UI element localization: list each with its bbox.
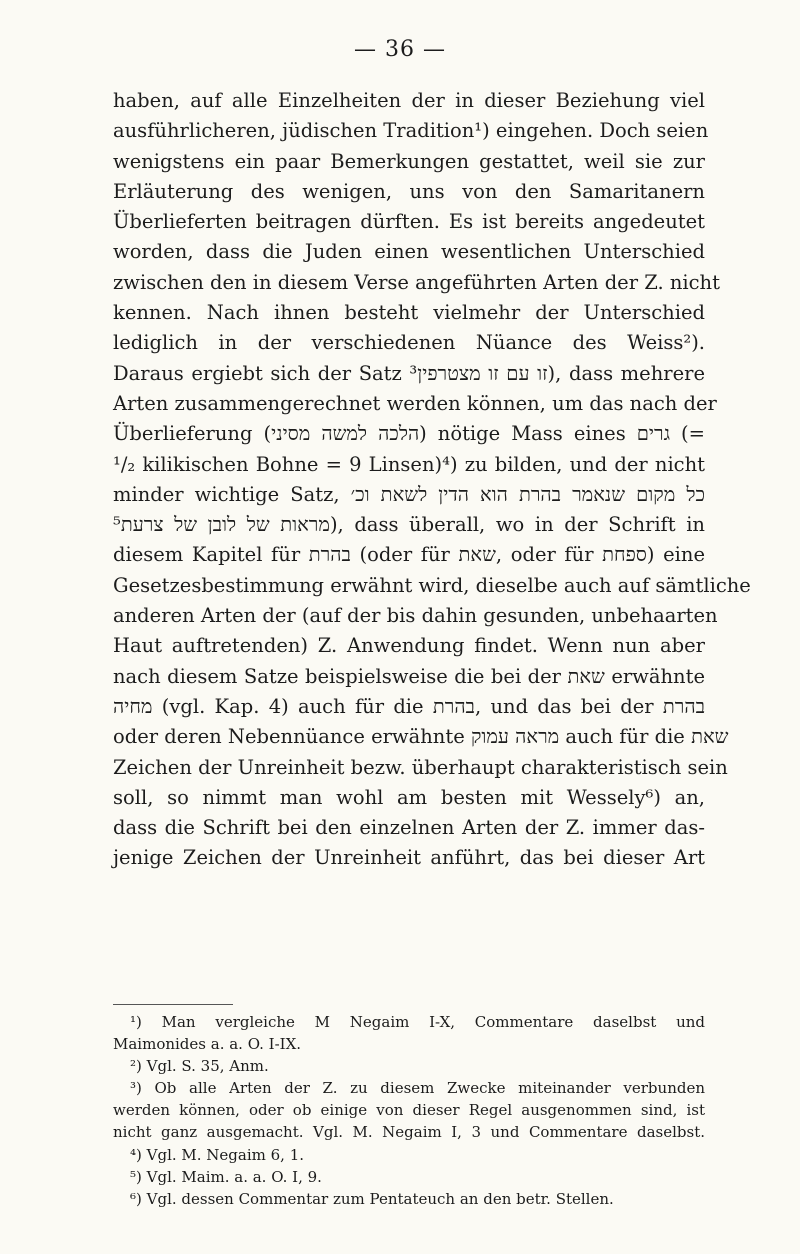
main-text [113, 86, 751, 874]
text-line: minder wichtige Satz, כל מקום שנאמר בהרת הוא הדין לשאת וכ׳ [113, 482, 705, 506]
text-line: haben, auf alle Einzelheiten der in dieser Beziehung viel [113, 89, 705, 112]
footnote-line: Maimonides a. a. O. I-IX. [113, 1035, 302, 1054]
text-line: Überlieferten beitragen dürften. Es ist bereits angedeutet [113, 210, 705, 234]
text-line: nach diesem Satze beispielsweise die bei der שאת erwähnte [113, 664, 705, 688]
text-line: jenige Zeichen der Unreinheit anführt, das bei dieser Art [113, 846, 705, 870]
footnote-line: nicht ganz ausgemacht. Vgl. M. Negaim I, 3 und Commentare daselbst. [113, 1123, 705, 1142]
footnote-line: werden können, oder ob einige von dieser Regel ausgenommen sind, ist [113, 1101, 705, 1120]
footnote-line: ¹) Man vergleiche M Negaim I-X, Commentare daselbst und [130, 1013, 705, 1031]
page-number: — 36 — [354, 37, 446, 62]
text-line: Haut auftretenden) Z. Anwendung findet. Wenn nun aber [113, 634, 705, 658]
text-line: Daraus ergiebt sich der Satz זו עם זו מצטרפין³), dass mehrere [113, 361, 705, 385]
text-line: Überlieferung (הלכה למשה מסיני) nötige Mass eines גרים (= [113, 422, 705, 446]
text-line: oder deren Nebennüance erwähnte מראה עמוק auch für die שאת [113, 725, 729, 749]
footnote-line: ⁵) Vgl. Maim. a. a. O. I, 9. [130, 1167, 322, 1186]
text-line: Arten zusammengerechnet werden können, um das nach der [113, 391, 717, 415]
text-line: lediglich in der verschiedenen Nüance des Weiss²). [113, 331, 705, 355]
footnote-line: ⁴) Vgl. M. Negaim 6, 1. [130, 1145, 305, 1164]
text-line: zwischen den in diesem Verse angeführten Arten der Z. nicht [113, 270, 720, 294]
text-line: ausführlicheren, jüdischen Tradition¹) eingehen. Doch seien [113, 119, 709, 143]
text-line: diesem Kapitel für בהרת (oder für שאת, oder für ספחת) eine [113, 543, 705, 567]
text-line: dass die Schrift bei den einzelnen Arten der Z. immer das- [113, 816, 705, 840]
text-line: מראות של לובן של צרעת⁵), dass überall, wo in der Schrift in [113, 513, 705, 537]
text-line: Gesetzesbestimmung erwähnt wird, dieselbe auch auf sämtliche [113, 573, 751, 597]
footnotes [113, 1011, 705, 1210]
text-line: worden, dass die Juden einen wesentlichen Unterschied [113, 240, 705, 264]
footnote-line: ²) Vgl. S. 35, Anm. [130, 1057, 269, 1076]
text-line: wenigstens ein paar Bemerkungen gestattet, weil sie zur [113, 149, 705, 173]
text-line: soll, so nimmt man wohl am besten mit Wessely⁶) an, [113, 785, 705, 809]
footnote-line: ⁶) Vgl. dessen Commentar zum Pentateuch an den betr. Stellen. [130, 1189, 614, 1208]
text-line: מחיה (vgl. Kap. 4) auch für die בהרת, und das bei der בהרת [113, 694, 705, 718]
footnote-separator [113, 1004, 233, 1005]
footnote-line: ³) Ob alle Arten der Z. zu diesem Zwecke miteinander verbunden [130, 1079, 705, 1098]
text-line: kennen. Nach ihnen besteht vielmehr der Unterschied [113, 301, 705, 325]
text-line: Zeichen der Unreinheit bezw. überhaupt charakteristisch sein [113, 755, 728, 779]
text-line: Erläuterung des wenigen, uns von den Samaritanern [113, 179, 705, 203]
text-line: ¹/₂ kilikischen Bohne = 9 Linsen)⁴) zu bilden, und der nicht [113, 452, 705, 476]
text-line: anderen Arten der (auf der bis dahin gesunden, unbehaarten [113, 604, 718, 628]
